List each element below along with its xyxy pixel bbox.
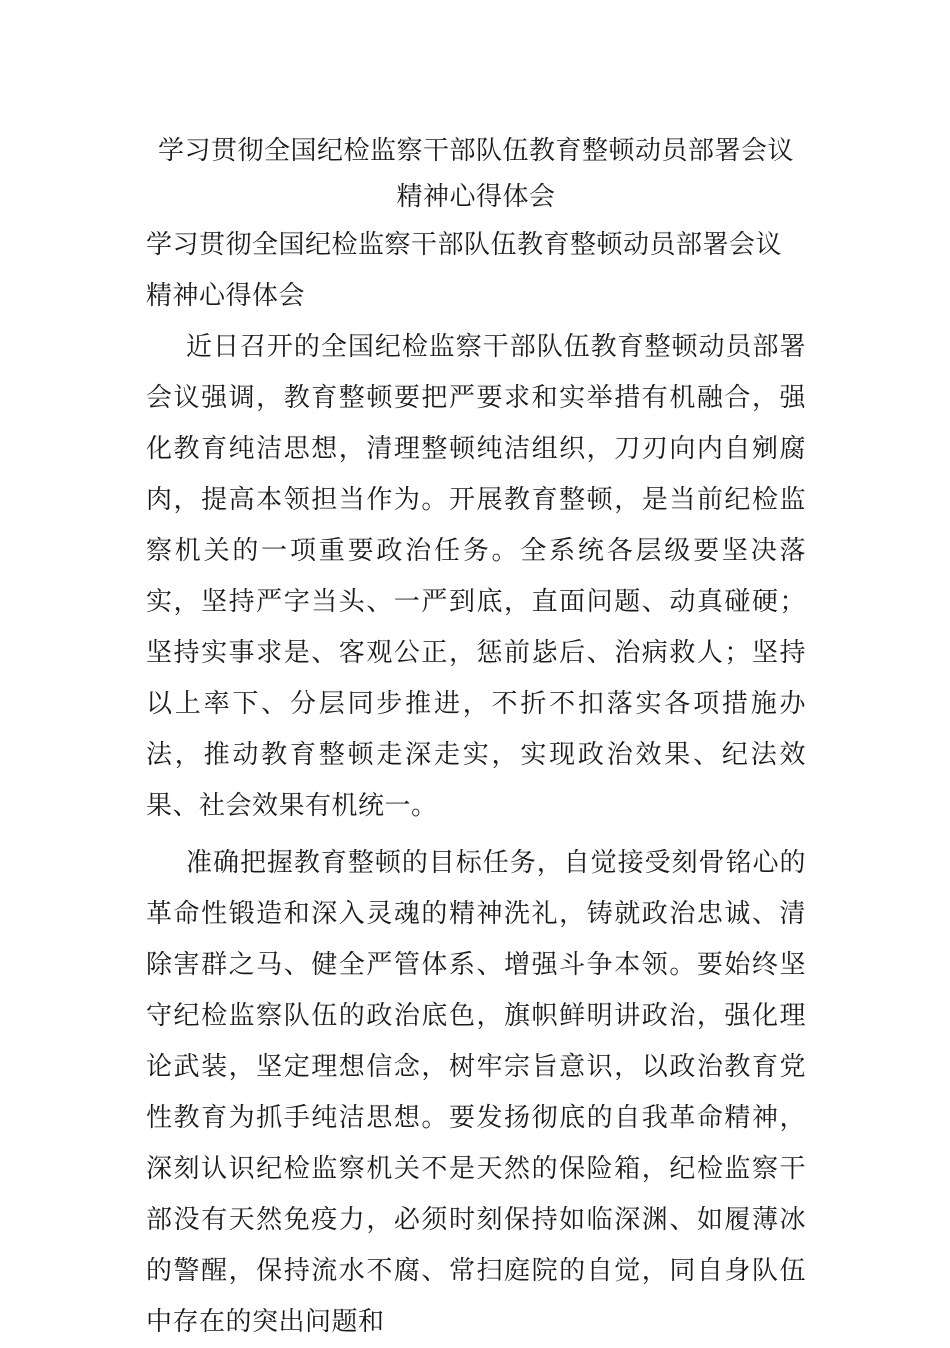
body-paragraph-1: 近日召开的全国纪检监察干部队伍教育整顿动员部署会议强调，教育整顿要把严要求和实举措有机融合，强化教育纯洁思想，清理整顿纯洁组织，刀刃向内自剜腐肉，提高本领担当作为。开展教育整顿，是当前纪检监察机关的一项重要政治任务。全系统各层级要坚决落实，坚持严字当头、一严到底，直面问题、动真碰硬；坚持实事求是、客观公正，惩前毖后、治病救人；坚持以上率下、分层同步推进，不折不扣落实各项措施办法，推动教育整顿走深走实，实现政治效果、纪法效果、社会效果有机统一。 (146, 332, 806, 821)
document-title: 学习贯彻全国纪检监察干部队伍教育整顿动员部署会议精神心得体会 (157, 136, 794, 212)
document-page (146, 128, 806, 1348)
document-subtitle: 学习贯彻全国纪检监察干部队伍教育整顿动员部署会议精神心得体会 (146, 230, 783, 311)
body-paragraph-2: 准确把握教育整顿的目标任务，自觉接受刻骨铭心的革命性锻造和深入灵魂的精神洗礼，铸就政治忠诚、清除害群之马、健全严管体系、增强斗争本领。要始终坚守纪检监察队伍的政治底色，旗帜鲜明讲政治，强化理论武装，坚定理想信念，树牢宗旨意识，以政治教育党性教育为抓手纯洁思想。要发扬彻底的自我革命精神，深刻认识纪检监察机关不是天然的保险箱，纪检监察干部没有天然免疫力，必须时刻保持如临深渊、如履薄冰的警醒，保持流水不腐、常扫庭院的自觉，同自身队伍中存在的突出问题和 (146, 848, 806, 1337)
